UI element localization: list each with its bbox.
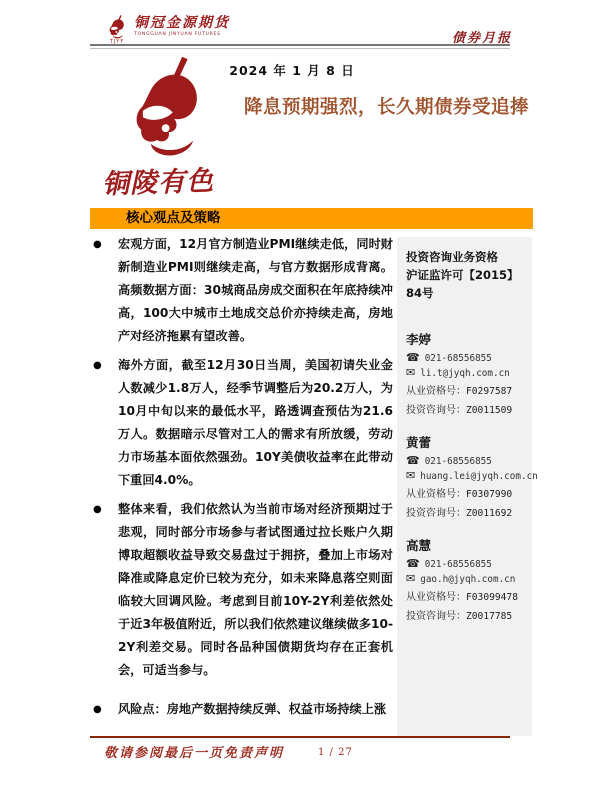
phone-icon: ☎ [406, 557, 420, 570]
phone-icon: ☎ [406, 454, 420, 467]
analyst-card [406, 433, 538, 519]
bullet-risk-text: 风险点：房地产数据持续反弹、权益市场持续上涨 [118, 702, 387, 716]
analyst-name: 高慧 [406, 538, 432, 553]
bullet-macro-text: 宏观方面，12月官方制造业PMI继续走低，同时财新制造业PMI则继续走高，与官方数据形成背离。高频数据方面：30城商品房成交面积在年底持续冲高，100大中城市土地成交总价亦持续走高，房地产对经济拖累有望改善。 [118, 237, 393, 343]
practice-number: F03099478 [466, 592, 518, 603]
advisory-number: Z0011509 [466, 405, 513, 416]
analyst-card [406, 536, 523, 622]
practice-label: 从业资格号： [406, 592, 466, 603]
analyst-card [406, 330, 523, 416]
advisory-number: Z0011692 [466, 508, 513, 519]
bullet-overseas-text: 海外方面，截至12月30日当周，美国初请失业金人数减少1.8万人，经季节调整后为20.2万人，为10月中旬以来的最低水平，路透调查预估为21.6万人。数据暗示尽管对工人的需求有所放缓，劳动力市场基本面依然强劲。10Y美债收益率在此带动下重回4.0%。 [118, 358, 393, 487]
license-number: 沪证监许可【2015】84号 [406, 268, 519, 300]
email-icon: ✉ [406, 469, 416, 482]
bullet-dot-icon: ● [93, 360, 102, 371]
analyst-phone: 021-68556855 [424, 558, 492, 570]
brand-mark [102, 56, 240, 199]
company-name-en: TONGGUAN JINYUAN FUTURES [134, 32, 221, 37]
analyst-name: 黄蕾 [406, 435, 432, 450]
analyst-name: 李婷 [406, 332, 432, 347]
logo-horse-icon [106, 15, 128, 45]
analyst-phone-row [406, 455, 523, 467]
list-item [90, 698, 393, 721]
practice-label: 从业资格号： [406, 489, 466, 500]
brand-horse-icon [110, 56, 226, 158]
analyst-email: li.t@jyqh.com.cn [420, 367, 510, 379]
bullet-dot-icon: ● [93, 239, 102, 250]
report-date: 2024 年 1 月 8 日 [229, 63, 355, 78]
email-icon: ✉ [406, 366, 416, 379]
list-item [90, 354, 393, 492]
bullet-dot-icon: ● [93, 504, 102, 515]
analyst-email: huang.lei@jyqh.com.cn [420, 470, 538, 482]
analyst-sidebar [397, 237, 538, 736]
list-item [90, 498, 393, 682]
advisory-label: 投资咨询号： [406, 405, 466, 416]
list-item [90, 233, 393, 348]
logo-abbr: TJYF [109, 39, 125, 45]
brand-caption: 铜陵有色 [101, 165, 215, 201]
bullet-dot-icon: ● [93, 704, 102, 715]
company-logo [106, 15, 230, 45]
practice-number: F0307990 [466, 489, 513, 500]
phone-icon: ☎ [406, 351, 420, 364]
qualification-title: 投资咨询业务资格 [406, 250, 498, 264]
advisory-label: 投资咨询号： [406, 508, 466, 519]
qualification-block [406, 248, 523, 302]
core-views-list [90, 233, 393, 727]
advisory-number-line [406, 607, 523, 622]
advisory-number: Z0017785 [466, 611, 513, 622]
bullet-overall-text: 整体来看，我们依然认为当前市场对经济预期过于悲观，同时部分市场参与者试图通过拉长账户久期博取超额收益导致交易盘过于拥挤，叠加上市场对降准或降息定价已较为充分，如未来降息落空则面临较大回调风险。考虑到目前10Y-2Y利差依然处于近3年极值附近，所以我们依然建议继续做多10-2Y利差交易。同时各品种国债期货均存在正套机会，可适当参与。 [118, 502, 393, 677]
section-heading: 核心观点及策略 [126, 210, 221, 226]
analyst-email-row [406, 367, 523, 379]
analyst-phone: 021-68556855 [424, 455, 492, 467]
practice-number-line [406, 588, 523, 603]
section-banner [90, 208, 533, 229]
company-name-cn: 铜冠金源期货 [134, 15, 230, 31]
analyst-phone: 021-68556855 [424, 352, 492, 364]
email-icon: ✉ [406, 572, 416, 585]
page-number: 1 / 27 [318, 747, 353, 758]
practice-number: F0297587 [466, 386, 513, 397]
practice-label: 从业资格号： [406, 386, 466, 397]
analyst-phone-row [406, 352, 523, 364]
analyst-phone-row [406, 558, 523, 570]
practice-number-line [406, 382, 523, 397]
advisory-number-line [406, 401, 523, 416]
report-type-label: 债券月报 [451, 31, 512, 46]
practice-number-line [406, 485, 523, 500]
report-title: 降息预期强烈，长久期债券受追捧 [244, 97, 530, 118]
advisory-number-line [406, 504, 523, 519]
footer-disclaimer: 敬请参阅最后一页免责声明 [104, 746, 285, 761]
analyst-email: gao.h@jyqh.com.cn [420, 573, 516, 585]
header-rule [90, 44, 510, 49]
advisory-label: 投资咨询号： [406, 611, 466, 622]
footer-rule [90, 736, 510, 738]
company-name-block [134, 15, 230, 37]
analyst-email-row [406, 573, 523, 585]
analyst-email-row [406, 469, 538, 482]
